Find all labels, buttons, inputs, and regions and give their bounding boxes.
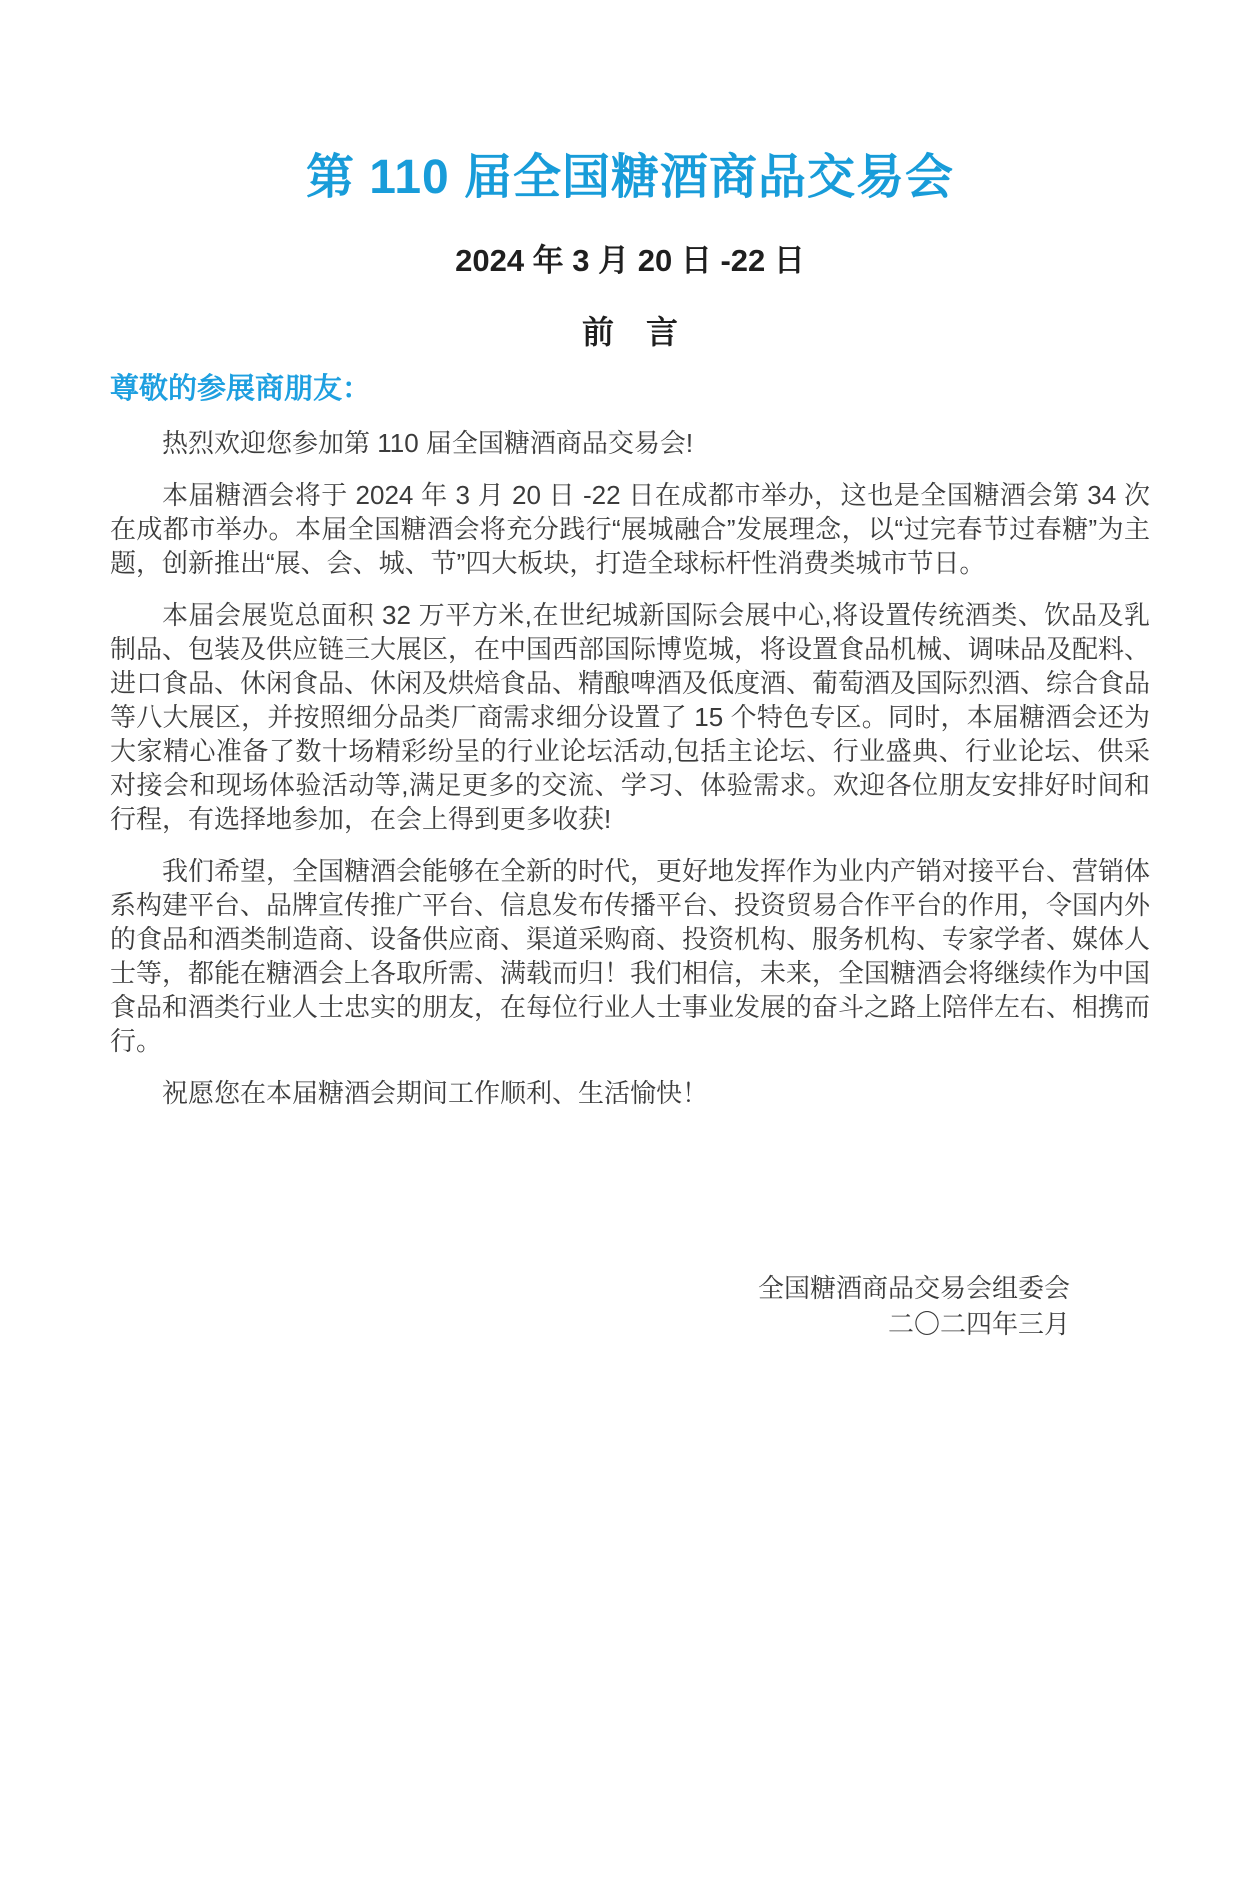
document-title: 第 110 届全国糖酒商品交易会	[305, 151, 955, 204]
event-date: 2024 年 3 月 20 日 -22 日	[455, 243, 805, 278]
signature-organization: 全国糖酒商品交易会组委会	[757, 1273, 1070, 1303]
paragraph-platform-vision: 我们希望，全国糖酒会能够在全新的时代，更好地发挥作为业内产销对接平台、营销体系构建平台、品牌宣传推广平台、信息发布传播平台、投资贸易合作平台的作用，令国内外的食品和酒类制造商、设备供应商、渠道采购商、投资机构、服务机构、专家学者、媒体人士等，都能在糖酒会上各取所需、满载而归！我们相信，未来，全国糖酒会将继续作为中国食品和酒类行业人士忠实的朋友，在每位行业人士事业发展的奋斗之路上陪伴左右、相携而行。	[110, 856, 1151, 1056]
paragraph-welcome: 热烈欢迎您参加第 110 届全国糖酒商品交易会!	[162, 428, 694, 458]
signature-date: 二〇二四年三月	[887, 1309, 1070, 1339]
paragraph-event-overview: 本届糖酒会将于 2024 年 3 月 20 日 -22 日在成都市举办，这也是全国糖酒会第 34 次在成都市举办。本届全国糖酒会将充分践行“展城融合”发展理念，以“过完春节过春糖”为主题，创新推出“展、会、城、节”四大板块，打造全球标杆性消费类城市节日。	[110, 480, 1150, 578]
salutation-line: 尊敬的参展商朋友：	[110, 373, 372, 405]
paragraph-exhibition-details: 本届会展览总面积 32 万平方米,在世纪城新国际会展中心,将设置传统酒类、饮品及乳制品、包装及供应链三大展区，在中国西部国际博览城，将设置食品机械、调味品及配料、进口食品、休闲食品、休闲及烘焙食品、精酿啤酒及低度酒、葡萄酒及国际烈酒、综合食品等八大展区，并按照细分品类厂商需求细分设置了 15 个特色专区。同时，本届糖酒会还为大家精心准备了数十场精彩纷呈的行业论坛活动,包括主论坛、行业盛典、行业论坛、供采对接会和现场体验活动等,满足更多的交流、学习、体验需求。欢迎各位朋友安排好时间和行程，有选择地参加，在会上得到更多收获!	[110, 600, 1151, 834]
signature-block	[110, 1270, 1150, 1342]
paragraph-wishes: 祝愿您在本届糖酒会期间工作顺利、生活愉快！	[162, 1078, 709, 1108]
section-heading-preface: 前 言	[581, 314, 678, 350]
